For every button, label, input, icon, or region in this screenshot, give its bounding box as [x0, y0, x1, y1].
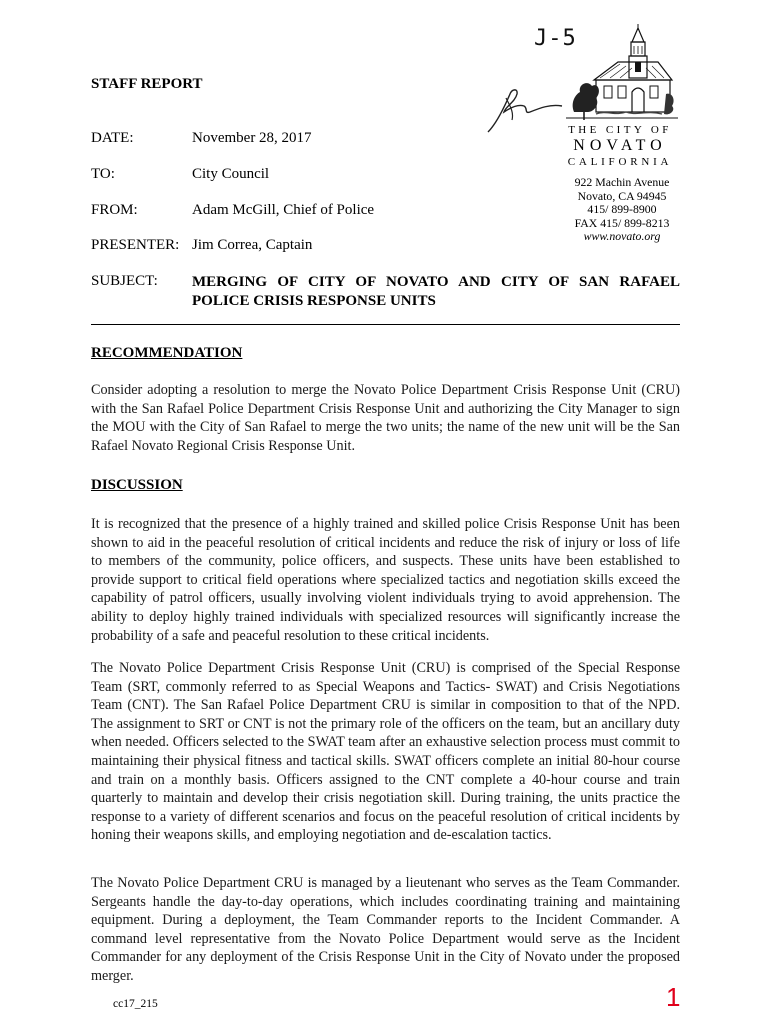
city-phone: 415/ 899-8900	[587, 202, 657, 217]
subject-label: SUBJECT:	[91, 273, 158, 289]
city-state-zip: Novato, CA 94945	[577, 188, 667, 203]
document-code: cc17_215	[113, 998, 158, 1010]
city-wordmark-state: CALIFORNIA	[567, 156, 673, 168]
header-divider	[91, 324, 680, 325]
city-address-block	[560, 176, 684, 244]
presenter-value: Jim Correa, Captain	[192, 237, 313, 253]
page-number: 1	[666, 982, 681, 1012]
city-website: www.novato.org	[583, 229, 661, 244]
recommendation-text: Consider adopting a resolution to merge the Novato Police Department Crisis Response Unit (CRU) with the San Rafael Police Department Crisis Response Unit and authorizing the City Manager to sign the MOU with the City of San Rafael to merge the two units; the name of the new unit will be the San Rafael Novato Regional Crisis Response Unit.	[91, 382, 680, 454]
date-label: DATE:	[91, 130, 134, 146]
city-street-address: 922 Machin Avenue	[574, 175, 670, 189]
discussion-paragraph-1: It is recognized that the presence of a highly trained and skilled police Crisis Response Unit has been shown to aid in the peaceful resolution of critical incidents and reduce the risk of injury or loss of life to members of the community, police officers, and suspects. These units have been established to provide support to critical field operations where specialized tactics and negotiation skills exceed the capability of patrol officers, usually involving violent individuals trying to avoid apprehension. The ability to deploy highly trained individuals with specialized resources will significantly increase the probability of a safe and peaceful resolution to these critical incidents.	[91, 516, 680, 644]
from-value: Adam McGill, Chief of Police	[192, 202, 375, 218]
discussion-heading: DISCUSSION	[91, 477, 183, 493]
subject-value: MERGING OF CITY OF NOVATO AND CITY OF SAN RAFAEL POLICE CRISIS RESPONSE UNITS	[192, 274, 680, 309]
city-wordmark	[560, 124, 680, 168]
city-hall-logo	[566, 22, 678, 124]
to-value: City Council	[192, 166, 270, 182]
to-label: TO:	[91, 166, 115, 182]
recommendation-heading: RECOMMENDATION	[91, 345, 243, 361]
report-title: STAFF REPORT	[91, 76, 203, 92]
presenter-label: PRESENTER:	[91, 237, 180, 253]
from-label: FROM:	[91, 202, 138, 218]
date-value: November 28, 2017	[192, 130, 312, 146]
discussion-paragraph-2: The Novato Police Department Crisis Response Unit (CRU) is comprised of the Special Response Team (SRT, commonly referred to as Special Weapons and Tactics- SWAT) and Crisis Negotiations Team (CNT). The San Rafael Police Department CRU is similar in composition to that of the NPD. The assignment to SRT or CNT is not the primary role of the officers on the team, but an ancillary duty when needed. Officers selected to the SWAT team after an exhaustive selection process must commit to maintaining their physical fitness and tactical skills. SWAT officers complete an initial 80-hour course and train on a monthly basis. Officers assigned to the CNT complete a 40-hour course and train quarterly to maintain and develop their crisis negotiation skill. During training, the units practice the response to a variety of different scenarios and focus on the peaceful resolution of critical incidents by honing their weapons skills, and employing negotiation and de-escalation tactics.	[91, 660, 680, 844]
discussion-paragraph-3: The Novato Police Department CRU is managed by a lieutenant who serves as the Team Commander. Sergeants handle the day-to-day operations, which includes coordinating training and maintaining equipment. During a deployment, the Team Commander reports to the Incident Commander. A command level representative from the Novato Police Department would serve as the Incident Commander for any deployment of the Crisis Response Unit in the City of Novato under the proposed merger.	[91, 875, 680, 984]
signature-mark	[484, 86, 566, 138]
city-wordmark-line1: THE CITY OF	[568, 124, 672, 136]
city-fax: FAX 415/ 899-8213	[574, 215, 670, 230]
city-wordmark-name: NOVATO	[573, 137, 667, 154]
handwritten-agenda-note: J-5	[534, 26, 577, 51]
